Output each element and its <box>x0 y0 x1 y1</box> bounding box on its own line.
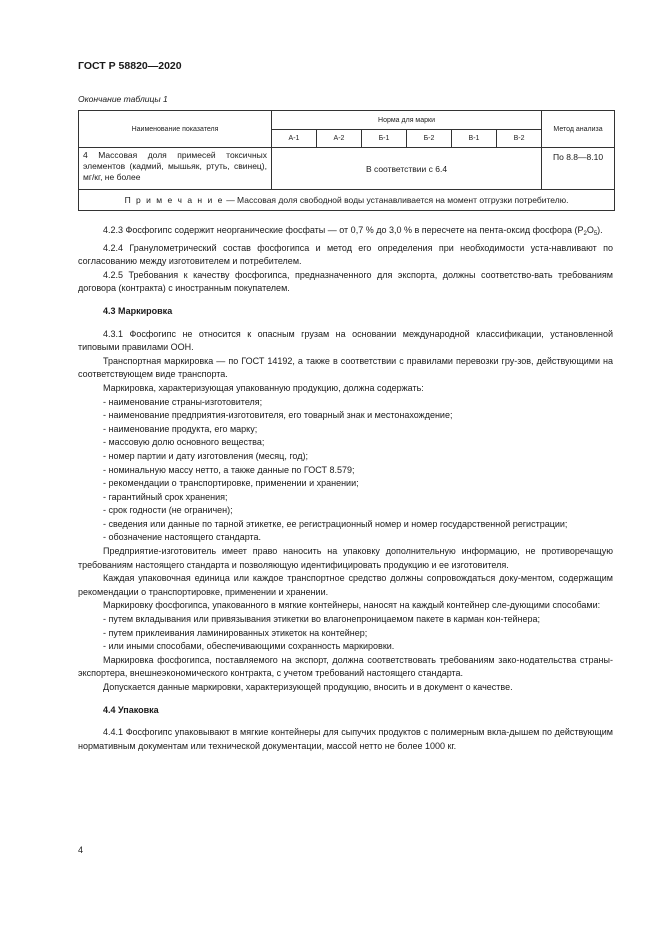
para-manufacturer: Предприятие-изготовитель имеет право наносить на упаковку дополнительную информацию, не противоречащую требованиям настоящего стандарта и позволяющую идентифицировать продукцию и ее изготовителя. <box>78 546 613 570</box>
list-item: - обозначение настоящего стандарта. <box>103 532 262 543</box>
table-caption: Окончание таблицы 1 <box>78 94 168 104</box>
page-header-standard: ГОСТ Р 58820—2020 <box>78 60 182 72</box>
header-method-cell: Метод анализа <box>542 111 615 148</box>
heading-4-3: 4.3 Маркировка <box>103 305 173 316</box>
document-body <box>78 224 613 753</box>
list-item: - срок годности (не ограничен); <box>103 505 233 516</box>
list-item: - наименование продукта, его марку; <box>103 423 258 434</box>
row4-name-cell: 4 Массовая доля примесей токсичных элементов (кадмий, мышьяк, ртуть, свинец), мг/кг, не более <box>79 148 272 190</box>
para-4-2-5: 4.2.5 Требования к качеству фосфогипса, предназначенного для экспорта, должны соответство-вать требованиям договора (контракта) с иностранным покупателем. <box>78 269 613 294</box>
para-4-2-4: 4.2.4 Гранулометрический состав фосфогипса и метод его определения при необходимости уста-навливают по согласованию между изготовителем и потребителем. <box>78 242 613 267</box>
list-item: - путем вкладывания или привязывания этикетки во влагонепроницаемом пакете в карман кон-тейнера; <box>103 614 541 625</box>
table-note <box>79 190 615 211</box>
list-item: - гарантийный срок хранения; <box>103 491 228 502</box>
list-item: - путем приклеивания ламинированных этикеток на контейнер; <box>103 627 368 638</box>
para-marking: Маркировка, характеризующая упакованную продукцию, должна содержать: <box>103 382 424 393</box>
list-item: - номинальную массу нетто, а также данные по ГОСТ 8.579; <box>103 464 355 475</box>
para-4-3-1: 4.3.1 Фосфогипс не относится к опасным грузам на основании международной классификации, установленной типовыми правилами ООН. <box>78 328 613 353</box>
heading-4-4: 4.4 Упаковка <box>103 704 159 715</box>
header-norm-cell: Норма для марки <box>272 111 542 130</box>
list-item: - рекомендации о транспортировке, применении и хранении; <box>103 478 359 489</box>
para-export: Маркировка фосфогипса, поставляемого на экспорт, должна соответствовать требованиям зако-нодательства страны-экспортера, внешнеэкономического контракта, с учетом требований настоящего стандарта. <box>78 654 613 679</box>
grade-v1: В-1 <box>452 130 497 148</box>
row4-value-cell: В соответствии с 6.4 <box>272 148 542 190</box>
para-4-4-1: 4.4.1 Фосфогипс упаковывают в мягкие контейнеры для сыпучих продуктов с полимерным вкла-дышем по действующим нормативным документам или технической документации, массой нетто не более 1000 кг. <box>78 727 613 751</box>
list-item: - наименование предприятия-изготовителя, его товарный знак и местонахождение; <box>103 410 453 421</box>
para-4-2-3: 4.2.3 Фосфогипс содержит неорганические фосфаты — от 0,7 % до 3,0 % в пересчете на пента-оксид фосфора $(P_2O_5)$. <box>103 225 603 237</box>
para-allowed: Допускается данные маркировки, характеризующей продукцию, вносить и в документ о качестве. <box>103 682 513 692</box>
note-text: — Массовая доля свободной воды устанавливается на момент отгрузки потребителю. <box>223 195 569 205</box>
para-soft-containers: Маркировку фосфогипса, упакованного в мягкие контейнеры, наносят на каждый контейнер сле-дующими способами: <box>103 600 601 611</box>
grade-b2: Б-2 <box>407 130 452 148</box>
list-item: - наименование страны-изготовителя; <box>103 396 263 407</box>
note-label: П р и м е ч а н и е <box>124 195 224 205</box>
grade-v2: В-2 <box>497 130 542 148</box>
header-name-cell: Наименование показателя <box>79 111 272 148</box>
list-item: - массовую долю основного вещества; <box>103 437 265 448</box>
list-item: - номер партии и дату изготовления (месяц, год); <box>103 450 308 461</box>
page-number: 4 <box>78 845 84 855</box>
grade-a1: А-1 <box>272 130 317 148</box>
grade-b1: Б-1 <box>362 130 407 148</box>
para-each-unit: Каждая упаковочная единица или каждое транспортное средство должны сопровождаться доку-ментом, содержащим рекомендации о транспортировке, применении и хранении. <box>78 573 613 597</box>
list-item: - сведения или данные по тарной этикетке, ее регистрационный номер и номер государственной регистрации; <box>103 518 568 529</box>
para-transport: Транспортная маркировка — по ГОСТ 14192, а также в соответствии с правилами перевозки гру-зов, действующими на соответствующем виде транспорта. <box>78 355 613 380</box>
grade-a2: А-2 <box>317 130 362 148</box>
list-item: - или иными способами, обеспечивающими сохранность маркировки. <box>103 641 395 652</box>
row4-method-cell: По 8.8—8.10 <box>542 148 615 190</box>
spec-table <box>78 110 615 211</box>
